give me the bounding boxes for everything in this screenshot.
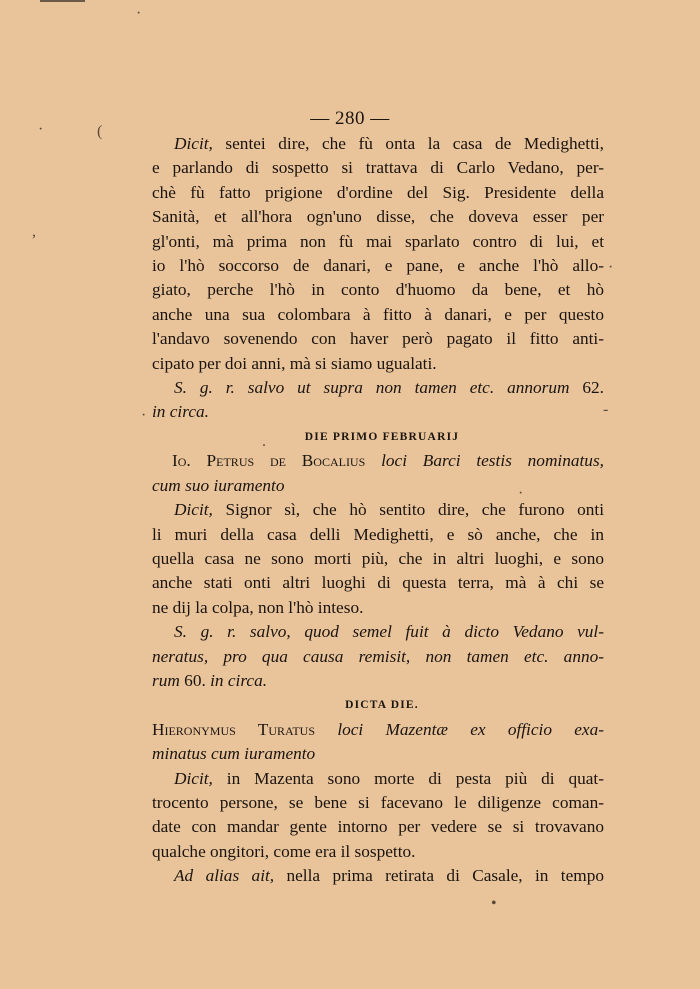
text-line xyxy=(152,449,604,473)
line-text: loci Barci testis nominatus, xyxy=(381,451,604,471)
text-line xyxy=(152,718,604,742)
speck: · xyxy=(518,485,524,502)
text-line: minatus cum iuramento xyxy=(152,744,316,764)
text-line xyxy=(152,767,604,791)
line-text: rum xyxy=(152,670,180,690)
line-text: Ad alias ait, xyxy=(174,866,275,886)
text-line: Sanità, et all'hora ogn'uno disse, che doveva esser per xyxy=(152,207,604,227)
text-line xyxy=(152,498,604,522)
speck: · xyxy=(141,407,147,424)
text-line xyxy=(152,669,604,693)
speck: • xyxy=(491,895,497,912)
page-number: — 280 — xyxy=(310,108,390,129)
line-text: in circa. xyxy=(210,670,268,690)
dicit-label: Dicit, xyxy=(174,500,213,520)
section-heading: DIE PRIMO FEBRUARIJ xyxy=(304,430,460,443)
text-line: anche una sua colombara à fitto à danari, e per questo xyxy=(152,304,604,324)
speck: . xyxy=(262,433,266,450)
text-line: cipato per doi anni, mà si siamo ugualati. xyxy=(152,353,437,373)
text-line: trocento persone, se bene si facevano le diligenze coman- xyxy=(152,792,604,812)
text-line: S. g. r. salvo, quod semel fuit à dicto Vedano vul- xyxy=(174,622,604,642)
speck: · xyxy=(136,5,142,22)
text-line: gl'onti, mà prima non fù mai sparlato contro di lui, et xyxy=(152,231,604,251)
text-line: giato, perche l'hò in conto d'huomo da bene, et hò xyxy=(152,280,604,300)
speck: - xyxy=(603,401,609,418)
witness-name: Hieronymus Turatus xyxy=(152,719,338,739)
text-line: in circa. xyxy=(152,402,209,422)
line-text: Signor sì, che hò sentito dire, che furono onti xyxy=(212,500,604,520)
top-rule xyxy=(40,0,85,2)
text-line: li muri della casa delli Medighetti, e sò anche, che in xyxy=(152,524,604,544)
line-text: S. g. r. salvo ut supra non tamen etc. annorum xyxy=(174,378,570,398)
line-text: loci Mazentæ ex officio exa- xyxy=(337,719,604,739)
text-line: ne dij la colpa, non l'hò inteso. xyxy=(152,597,364,617)
speck: , xyxy=(32,223,36,240)
speck: · xyxy=(608,259,614,276)
text-line: qualche ongitori, come era il sospetto. xyxy=(152,841,416,861)
text-line: e parlando di sospetto si trattava di Carlo Vedano, per- xyxy=(152,158,604,178)
text-body xyxy=(152,132,604,889)
text-line xyxy=(152,376,604,400)
line-text: sentei dire, che fù onta la casa de Medighetti, xyxy=(212,134,604,153)
text-line: cum suo iuramento xyxy=(152,475,285,495)
text-line xyxy=(152,132,604,156)
line-text: 60. xyxy=(179,670,211,690)
text-line: anche stati onti altri luoghi di questa terra, mà à chi se xyxy=(152,573,604,593)
line-text: nella prima retirata di Casale, in tempo xyxy=(274,866,604,886)
line-text: in Mazenta sono morte di pesta più di quat- xyxy=(212,768,604,788)
speck: · xyxy=(38,121,44,138)
text-line: chè fù fatto prigione d'ordine del Sig. Presidente della xyxy=(152,182,604,202)
speck: ( xyxy=(97,123,103,140)
dicit-label: Dicit, xyxy=(174,768,213,788)
text-line: neratus, pro qua causa remisit, non tamen etc. anno- xyxy=(152,646,604,666)
text-line: quella casa ne sono morti più, che in altri luoghi, e sono xyxy=(152,548,604,568)
section-heading: DICTA DIE. xyxy=(345,699,419,712)
text-line xyxy=(152,864,604,888)
text-line: io l'hò soccorso de danari, e pane, e anche l'hò allo- xyxy=(152,256,604,276)
witness-name: Io. Petrus de Bocalius xyxy=(172,451,382,471)
dicit-label: Dicit, xyxy=(174,134,213,153)
text-line: date con mandar gente intorno per vedere se si trovavano xyxy=(152,817,604,837)
text-line: l'andavo sovenendo con haver però pagato il fitto anti- xyxy=(152,329,604,349)
line-text: 62. xyxy=(569,378,604,398)
